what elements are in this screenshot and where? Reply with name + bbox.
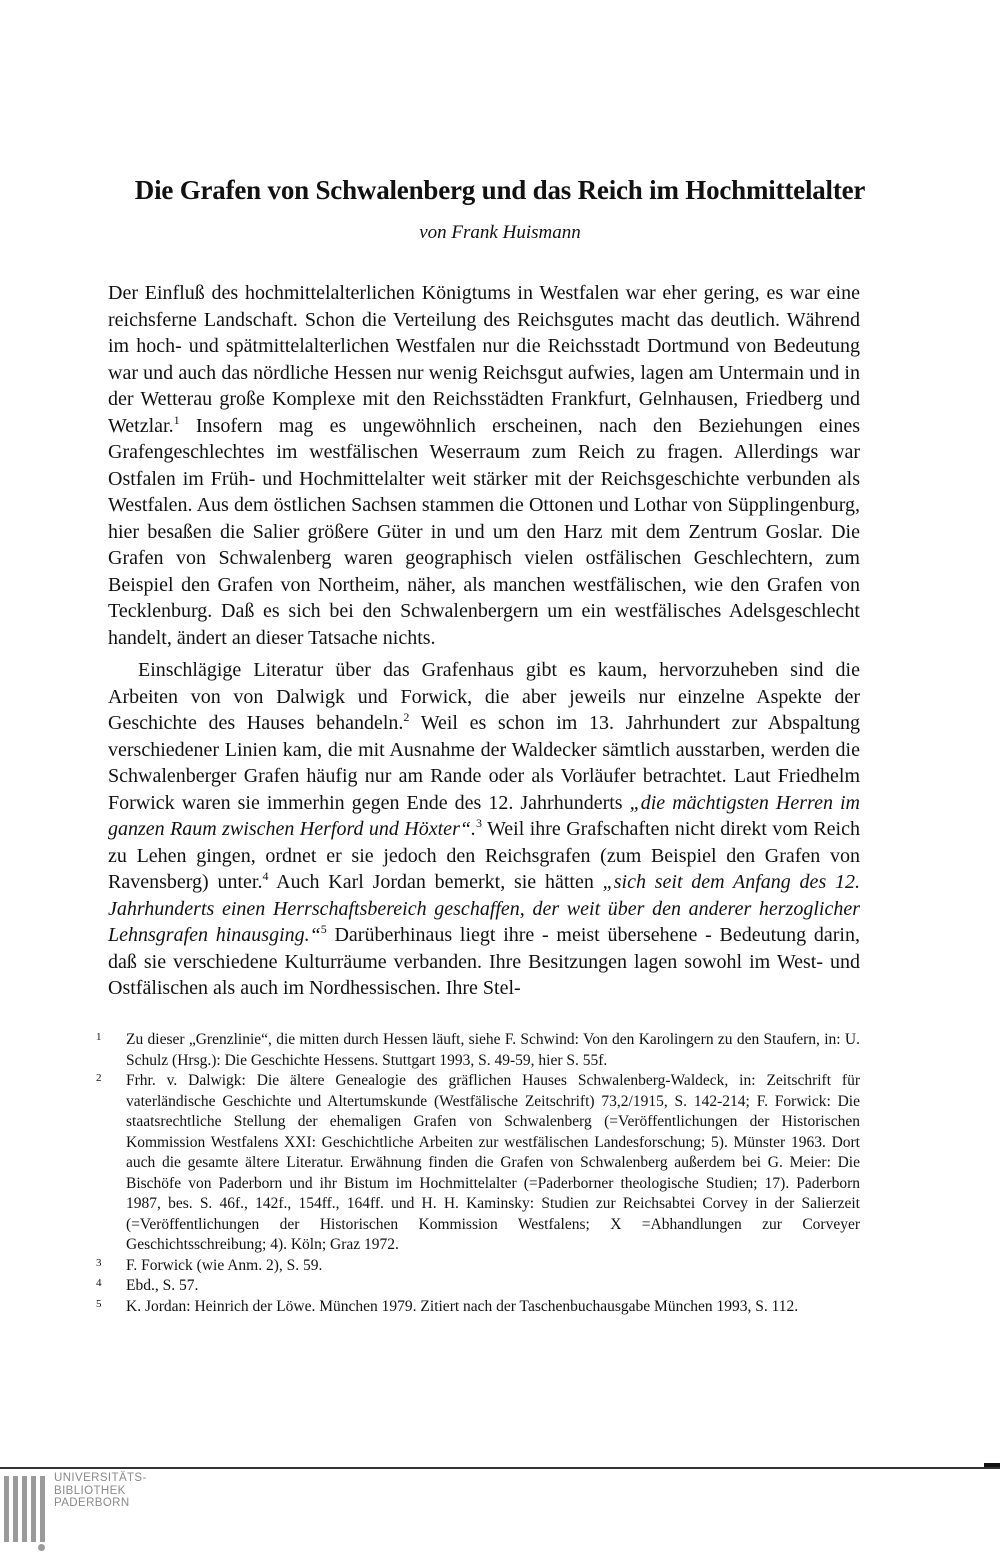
article-title: Die Grafen von Schwalenberg und das Reich im Hochmittelalter [134, 175, 866, 205]
paragraph-2: Einschlägige Literatur über das Grafenhaus gibt es kaum, hervorzuheben sind die Arbeiten von von Dalwigk und Forwick, die aber jeweils nur einzelne Aspekte der Geschichte des Hauses behandeln.$^2$ Weil es schon im 13. Jahrhundert zur Abspaltung verschiedener Linien kam, die mit Ausnahme der Waldecker sämtlich ausstarben, werden die Schwalenberger Grafen häufig nur am Rande oder als Vorläufer betrachtet. Laut Friedhelm Forwick waren sie immerhin gegen Ende des 12. Jahrhunderts „die mächtigsten Herren im ganzen Raum zwischen Herford und Höxter“.$^3$ Weil ihre Grafschaften nicht direkt vom Reich zu Lehen gingen, ordnet er sie jedoch den Reichsgrafen (zum Beispiel den Grafen von Ravensberg) unter.$^4$ Auch Karl Jordan bemerkt, sie hätten „sich seit dem Anfang des 12. Jahrhunderts einen Herrschaftsbereich geschaffen, der weit über den anderer herzoglicher Lehnsgrafen hinausging.“$^5$ Darüberhinaus liegt ihre - meist übersehene - Bedeutung darin, daß sie verschiedene Kulturräume verbanden. Ihre Besitzungen lagen sowohl im West- und Ostfälischen als auch im Nordhessischen. Ihre Stel- [108, 659, 860, 999]
footnote [96, 1297, 860, 1318]
footnote-text: Ebd., S. 57. [126, 1277, 199, 1294]
footnote [96, 1071, 860, 1256]
library-name: UNIVERSITÄTS- BIBLIOTHEK PADERBORN [54, 1472, 147, 1509]
footnote-ref-2[interactable]: 2 [403, 710, 410, 724]
footnote [96, 1256, 860, 1277]
footnote-text: Zu dieser „Grenzlinie“, die mitten durch Hessen läuft, siehe F. Schwind: Von den Karolingern zu den Staufern, in: U. Schulz (Hrsg.): Die Geschichte Hessens. Stuttgart 1993, S. 49-59, hier S. 55f. [126, 1031, 860, 1069]
page-bottom-rule [0, 1467, 1000, 1469]
scan-edge-mark [984, 1463, 1000, 1467]
footnote [96, 1276, 860, 1297]
library-logo-icon [0, 1470, 50, 1550]
footnote-ref-5[interactable]: 5 [320, 922, 327, 936]
quote-forwick: „die mächtigsten Herren im ganzen Raum zwischen Herford und Höxter“. [108, 791, 860, 840]
footnote-text: F. Forwick (wie Anm. 2), S. 59. [126, 1256, 323, 1274]
body-text [108, 280, 860, 1002]
footnote-number: 1 [96, 1031, 102, 1043]
footnote-ref-1[interactable]: 1 [173, 412, 180, 427]
quote-jordan: „sich seit dem Anfang des 12. Jahrhunderts einen Herrschaftsbereich geschaffen, der weit über den anderer herzoglicher Lehnsgrafen hinausging.“ [108, 871, 860, 946]
footnote-text: Frhr. v. Dalwigk: Die ältere Genealogie des gräflichen Hauses Schwalenberg-Waldeck, in: Zeitschrift für vaterländische Geschichte und Altertumskunde (Westfälische Zeitschrift) 73,2/1915, S. 142-214; F. Forwick: Die staatsrechtliche Stellung der ehemaligen Grafen von Schwalenberg (=Veröffentlichungen der Historischen Kommission Westfalens XXI: Geschichtliche Arbeiten zur westfälischen Landesforschung; 5). Münster 1963. Dort auch die gesamte ältere Literatur. Erwähnung finden die Grafen von Schwalenberg außerdem bei G. Meier: Die Bischöfe von Paderborn und ihr Bistum im Hochmittelalter (=Paderborner theologische Studien; 17). Paderborn 1987, bes. S. 46f., 142f., 154ff., 164ff. und H. H. Kaminsky: Studien zur Reichsabtei Corvey in der Salierzeit (=Veröffentlichungen der Historischen Kommission Westfalens; X =Abhandlungen zur Corveyer Geschichtsschreibung; 4). Köln; Graz 1972. [126, 1072, 860, 1253]
footnote-number: 5 [96, 1297, 102, 1310]
footnote-number: 2 [96, 1072, 102, 1084]
footnote-number: 3 [96, 1256, 102, 1269]
footnote-text: K. Jordan: Heinrich der Löwe. München 1979. Zitiert nach der Taschenbuchausgabe München 1993, S. 112. [126, 1297, 799, 1315]
paragraph-1: Der Einfluß des hochmittelalterlichen Königtums in Westfalen war eher gering, es war eine reichsferne Landschaft. Schon die Verteilung des Reichsgutes macht das deutlich. Während im hoch- und spätmittelalterlichen Westfalen nur die Reichsstadt Dortmund von Bedeutung war und auch das nördliche Hessen nur wenig Reichsgut aufwies, lagen am Untermain und in der Wetterau große Komplexe mit den Reichsstädten Frankfurt, Gelnhausen, Friedberg und Wetzlar.$^1$ Insofern mag es ungewöhnlich erscheinen, nach den Beziehungen eines Grafengeschlechtes im westfälischen Weserraum zum Reich zu fragen. Allerdings war Ostfalen im Früh- und Hochmittelalter weit stärker mit der Reichsgeschichte verbunden als Westfalen. Aus dem östlichen Sachsen stammen die Ottonen und Lothar von Süpplingenburg, hier besaßen die Salier größere Güter in und um den Harz mit dem Zentrum Goslar. Die Grafen von Schwalenberg waren geographisch vielen ostfälischen Geschlechtern, zum Beispiel den Grafen von Northeim, näher, als manchen westfälischen, wie den Grafen von Tecklenburg. Daß es sich bei den Schwalenbergern um ein westfälisches Adelsgeschlecht handelt, ändert an dieser Tatsache nichts. [108, 282, 860, 649]
footnote-ref-4[interactable]: 4 [262, 869, 269, 883]
library-watermark [0, 1470, 200, 1555]
footnote-ref-3[interactable]: 3 [475, 816, 482, 830]
footnote-number: 4 [96, 1277, 102, 1289]
article-author: von Frank Huismann [419, 222, 581, 243]
footnote [96, 1030, 860, 1071]
footnotes [96, 1030, 860, 1317]
